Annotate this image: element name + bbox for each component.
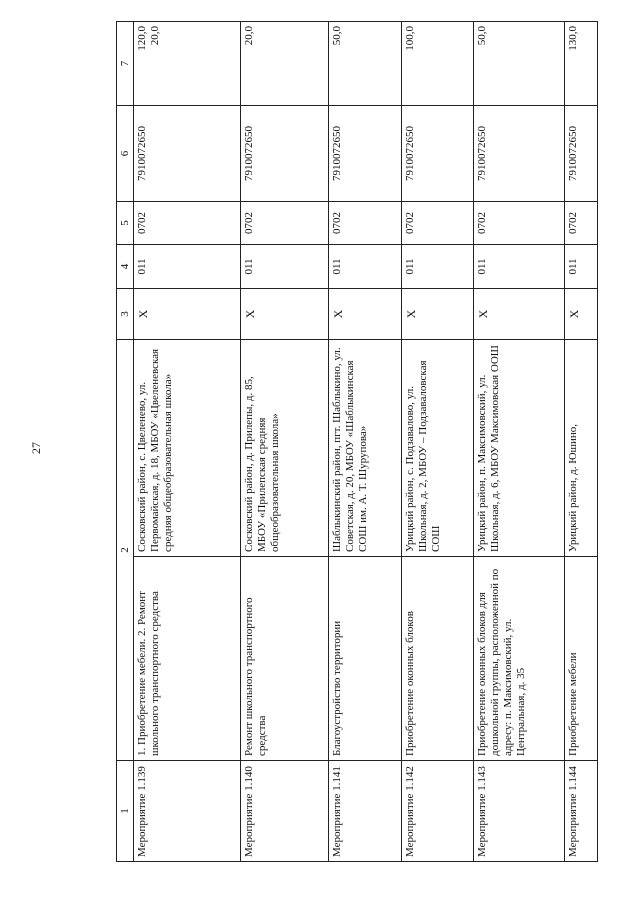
event-cell: Мероприятие 1.143: [474, 761, 565, 862]
action-cell: Ремонт школьного транспортного средства: [241, 557, 329, 761]
mark-cell: Х: [565, 289, 598, 340]
table-row: [474, 22, 565, 862]
code5-cell: 0702: [241, 202, 329, 245]
code4-cell: 011: [565, 245, 598, 289]
code4-cell: 011: [134, 245, 241, 289]
code6-cell: 7910072650: [565, 106, 598, 202]
event-cell: Мероприятие 1.139: [134, 761, 241, 862]
table-row: [402, 22, 474, 862]
event-cell: Мероприятие 1.140: [241, 761, 329, 862]
table-row: [329, 22, 402, 862]
location-cell: Урицкий район, с. Подзавалово, ул. Школьная, д. 2, МБОУ – Подзаваловская СОШ: [402, 340, 474, 557]
mark-cell: Х: [134, 289, 241, 340]
budget-table: [116, 21, 598, 862]
value-cell: 50,0: [474, 22, 565, 106]
value-cell: 20,0: [241, 22, 329, 106]
location-cell: Сосковский район, с. Цвеленево, ул. Первомайская, д. 18, МБОУ «Цвеленевская средняя общеобразовательная школа»: [134, 340, 241, 557]
code4-cell: 011: [402, 245, 474, 289]
mark-cell: Х: [241, 289, 329, 340]
header-cell-3: 3: [117, 289, 134, 340]
rotated-table-container: [116, 22, 596, 862]
code4-cell: 011: [329, 245, 402, 289]
location-cell: Сосковский район, д. Прилепы, д. 85, МБОУ «Прилепская средняя общеобразовательная школа»: [241, 340, 329, 557]
code6-cell: 7910072650: [134, 106, 241, 202]
header-cell-5: 5: [117, 202, 134, 245]
code4-cell: 011: [241, 245, 329, 289]
action-cell: 1. Приобретение мебели. 2. Ремонт школьного транспортного средства: [134, 557, 241, 761]
action-cell: Приобретение мебели: [565, 557, 598, 761]
code6-cell: 7910072650: [241, 106, 329, 202]
event-cell: Мероприятие 1.144: [565, 761, 598, 862]
code6-cell: 7910072650: [474, 106, 565, 202]
action-cell: Приобретение оконных блоков для дошкольной группы, расположенной по адресу: п. Максимовский, ул. Центральная, д. 35: [474, 557, 565, 761]
mark-cell: Х: [329, 289, 402, 340]
value-cell: 100,0: [402, 22, 474, 106]
table-row: [134, 22, 241, 862]
header-row: [117, 22, 134, 862]
header-cell-4: 4: [117, 245, 134, 289]
code5-cell: 0702: [134, 202, 241, 245]
action-cell: Приобретение оконных блоков: [402, 557, 474, 761]
location-cell: Шаблыкинский район, пгт. Шаблыкино, ул. Советская, д. 20, МБОУ «Шаблыкинская СОШ им. А. Т. Шурупова»: [329, 340, 402, 557]
code5-cell: 0702: [402, 202, 474, 245]
header-cell-2: 2: [117, 340, 134, 761]
code6-cell: 7910072650: [329, 106, 402, 202]
table-row: [241, 22, 329, 862]
table-row: [565, 22, 598, 862]
code5-cell: 0702: [565, 202, 598, 245]
header-cell-7: 7: [117, 22, 134, 106]
action-cell: Благоустройство территории: [329, 557, 402, 761]
mark-cell: Х: [402, 289, 474, 340]
value-cell: 50,0: [329, 22, 402, 106]
code5-cell: 0702: [474, 202, 565, 245]
header-cell-1: 1: [117, 761, 134, 862]
value-cell: 130,0: [565, 22, 598, 106]
code6-cell: 7910072650: [402, 106, 474, 202]
page-number: 27: [29, 442, 43, 454]
mark-cell: Х: [474, 289, 565, 340]
event-cell: Мероприятие 1.141: [329, 761, 402, 862]
header-cell-6: 6: [117, 106, 134, 202]
event-cell: Мероприятие 1.142: [402, 761, 474, 862]
value-cell: 120,0 20,0: [134, 22, 241, 106]
code5-cell: 0702: [329, 202, 402, 245]
code4-cell: 011: [474, 245, 565, 289]
location-cell: Урицкий район, п. Максимовский, ул. Школьная, д. 6, МБОУ Максимовская ООШ: [474, 340, 565, 557]
location-cell: Урицкий район, д. Юшино,: [565, 340, 598, 557]
